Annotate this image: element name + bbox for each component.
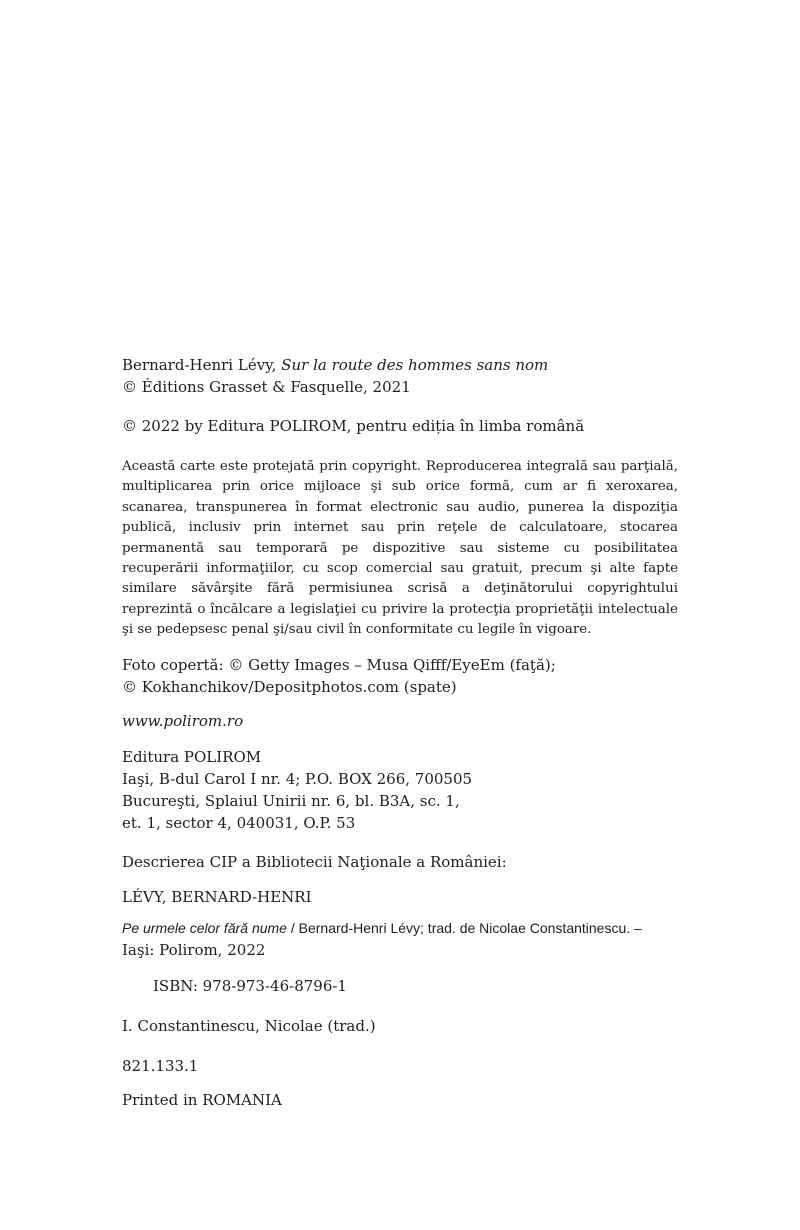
- cip-translator-block: [122, 1015, 682, 1037]
- cip-isbn: ISBN: 978-973-46-8796-1: [153, 977, 347, 995]
- edition-copyright-block: [122, 415, 682, 437]
- edition-copyright: © 2022 by Editura POLIROM, pentru ediția în limba română: [122, 417, 585, 435]
- photo-credits-block: [122, 654, 682, 698]
- cip-record-block: [122, 917, 692, 961]
- cip-title-rest: / Bernard-Henri Lévy; trad. de Nicolae Constantinescu. –: [286, 920, 642, 936]
- original-title-line: [122, 354, 682, 376]
- cip-author-block: [122, 886, 682, 908]
- original-copyright: © Éditions Grasset & Fasquelle, 2021: [122, 378, 411, 396]
- original-edition-block: [122, 354, 682, 398]
- publisher-address-1: Iaşi, B-dul Carol I nr. 4; P.O. BOX 266, 700505: [122, 770, 473, 788]
- cip-classification: 821.133.1: [122, 1057, 199, 1075]
- original-author: Bernard-Henri Lévy,: [122, 356, 277, 374]
- cip-heading-block: [122, 851, 682, 873]
- legal-notice: Această carte este protejată prin copyright. Reproducerea integrală sau parţială, multiplicarea prin orice mijloace şi sub orice formă, cum ar fi xeroxarea, scanarea, transpunerea în format electronic sau audio, punerea la dispoziţia publică, inclusiv prin internet sau prin reţele de calculatoare, stocarea permanentă sau temporară pe dispozitive sau sisteme cu posibilitatea recuperării informaţiilor, cu scop comercial sau gratuit, precum şi alte fapte similare săvârşite fără permisiunea scrisă a deţinătorului copyrightului reprezintă o încălcare a legislaţiei cu privire la protecţia proprietăţii intelectuale şi se pedepsesc penal şi/sau civil în conformitate cu legile în vigoare.: [122, 459, 678, 638]
- publisher-address-3: et. 1, sector 4, 040031, O.P. 53: [122, 814, 356, 832]
- photo-credit-line-1: Foto copertă: © Getty Images – Musa Qifff/EyeEm (faţă);: [122, 656, 556, 674]
- website-link[interactable]: www.polirom.ro: [122, 712, 244, 730]
- publisher-block: [122, 746, 682, 834]
- cip-classification-block: [122, 1055, 682, 1077]
- original-title: Sur la route des hommes sans nom: [281, 356, 549, 374]
- printed-block: [122, 1089, 682, 1111]
- publisher-address-2: Bucureşti, Splaiul Unirii nr. 6, bl. B3A, sc. 1,: [122, 792, 460, 810]
- cip-title: Pe urmele celor fără nume: [122, 920, 287, 936]
- cip-author: LÉVY, BERNARD-HENRI: [122, 888, 312, 906]
- website-block: [122, 710, 682, 732]
- photo-credit-line-2: © Kokhanchikov/Depositphotos.com (spate): [122, 678, 457, 696]
- cip-heading: Descrierea CIP a Bibliotecii Naţionale a României:: [122, 853, 507, 871]
- cip-translator: I. Constantinescu, Nicolae (trad.): [122, 1017, 376, 1035]
- publisher-name: Editura POLIROM: [122, 748, 262, 766]
- printed-in: Printed in ROMANIA: [122, 1091, 282, 1109]
- cip-isbn-block: [122, 975, 713, 997]
- cip-place: Iaşi: Polirom, 2022: [122, 941, 266, 959]
- cip-title-line: [122, 917, 692, 939]
